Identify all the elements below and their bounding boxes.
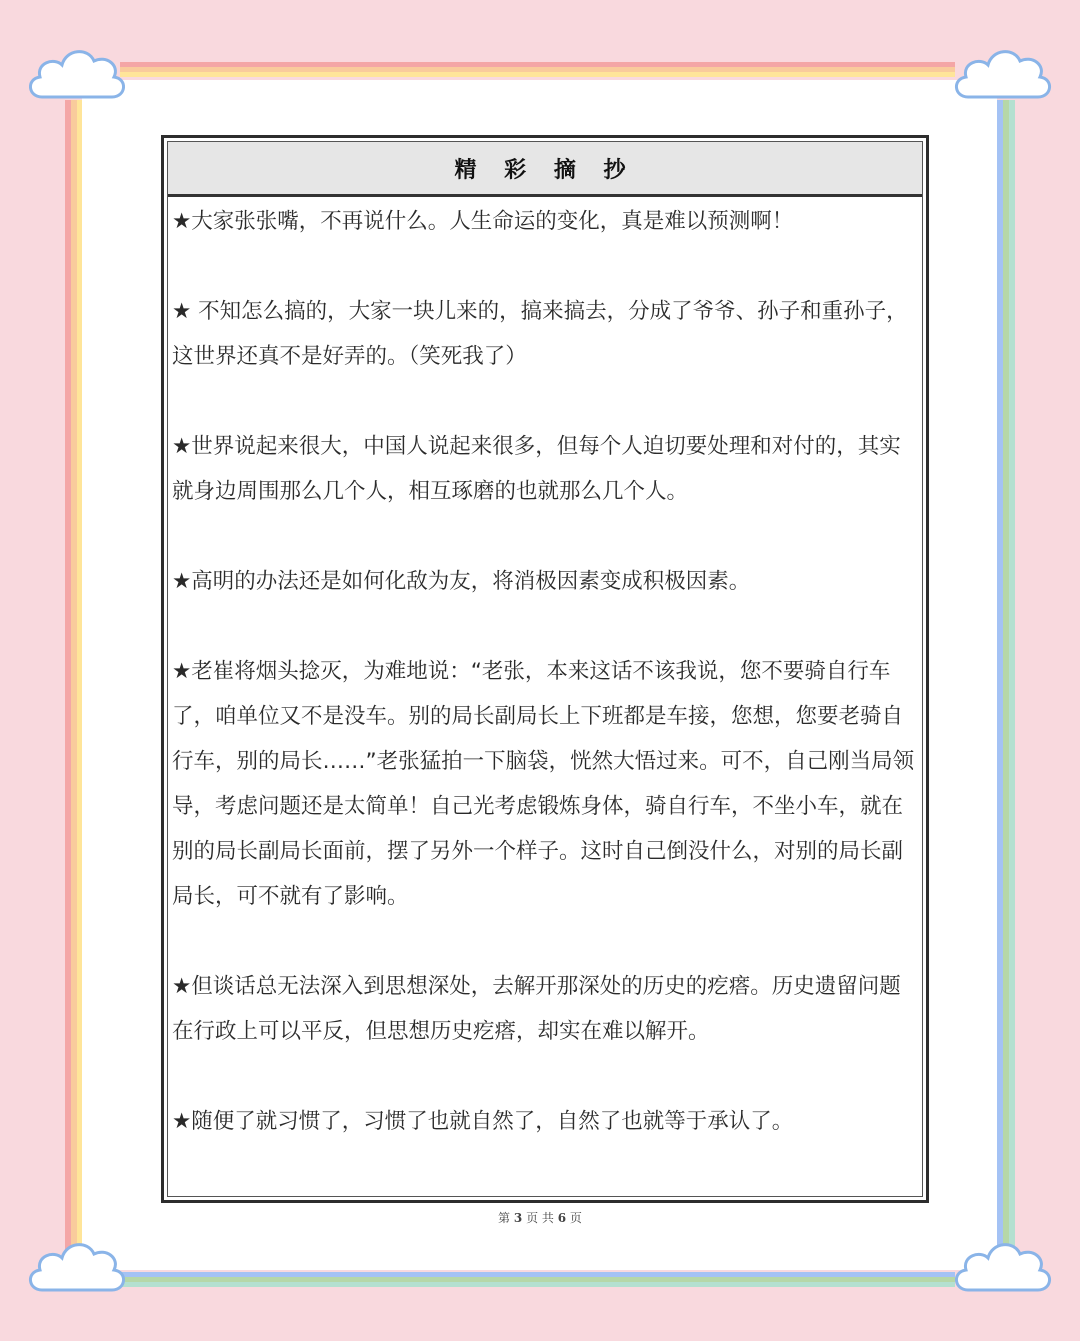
excerpt-paragraph: ★ 不知怎么搞的，大家一块儿来的，搞来搞去，分成了爷爷、孙子和重孙子，这世界还真不是好弄的。（笑死我了）: [172, 299, 908, 369]
page-title: 精 彩 摘 抄: [454, 157, 636, 183]
excerpt-content: [172, 199, 918, 1144]
total-page-number: 6: [557, 1211, 567, 1225]
page-footer: [0, 1209, 1080, 1226]
current-page-number: 3: [513, 1211, 523, 1225]
excerpt-paragraph: ★高明的办法还是如何化敌为友，将消极因素变成积极因素。: [172, 569, 751, 594]
rainbow-stripe-teal-right: [1009, 100, 1015, 1260]
excerpt-box: [161, 135, 929, 1203]
excerpt-paragraph: ★大家张张嘴，不再说什么。人生命运的变化，真是难以预测啊！: [172, 209, 794, 234]
footer-prefix: 第: [498, 1211, 511, 1225]
excerpt-paragraph: ★随便了就习惯了，习惯了也就自然了，自然了也就等于承认了。: [172, 1109, 794, 1134]
rainbow-stripe-yellow-top: [120, 72, 955, 77]
cloud-icon: [948, 1228, 1058, 1308]
cloud-icon: [22, 35, 132, 115]
title-bar: [168, 142, 922, 197]
cloud-icon: [22, 1228, 132, 1308]
footer-middle: 页 共: [526, 1211, 554, 1225]
excerpt-box-inner: [167, 141, 923, 1197]
rainbow-stripe-teal-bottom: [120, 1282, 955, 1287]
excerpt-paragraph: ★老崔将烟头捻灭，为难地说：“老张，本来这话不该我说，您不要骑自行车了，咱单位又不是没车。别的局长副局长上下班都是车接，您想，您要老骑自行车，别的局长……”老张猛拍一下脑袋，恍然大悟过来。可不，自己刚当局领导，考虑问题还是太简单！自己光考虑锻炼身体，骑自行车，不坐小车，就在别的局长副局长面前，摆了另外一个样子。这时自己倒没什么，对别的局长副局长，可不就有了影响。: [172, 659, 915, 909]
footer-suffix: 页: [569, 1211, 582, 1225]
excerpt-paragraph: ★但谈话总无法深入到思想深处，去解开那深处的历史的疙瘩。历史遗留问题在行政上可以平反，但思想历史疙瘩，却实在难以解开。: [172, 974, 901, 1044]
excerpt-paragraph: ★世界说起来很大，中国人说起来很多，但每个人迫切要处理和对付的，其实就身边周围那么几个人，相互琢磨的也就那么几个人。: [172, 434, 901, 504]
cloud-icon: [948, 35, 1058, 115]
